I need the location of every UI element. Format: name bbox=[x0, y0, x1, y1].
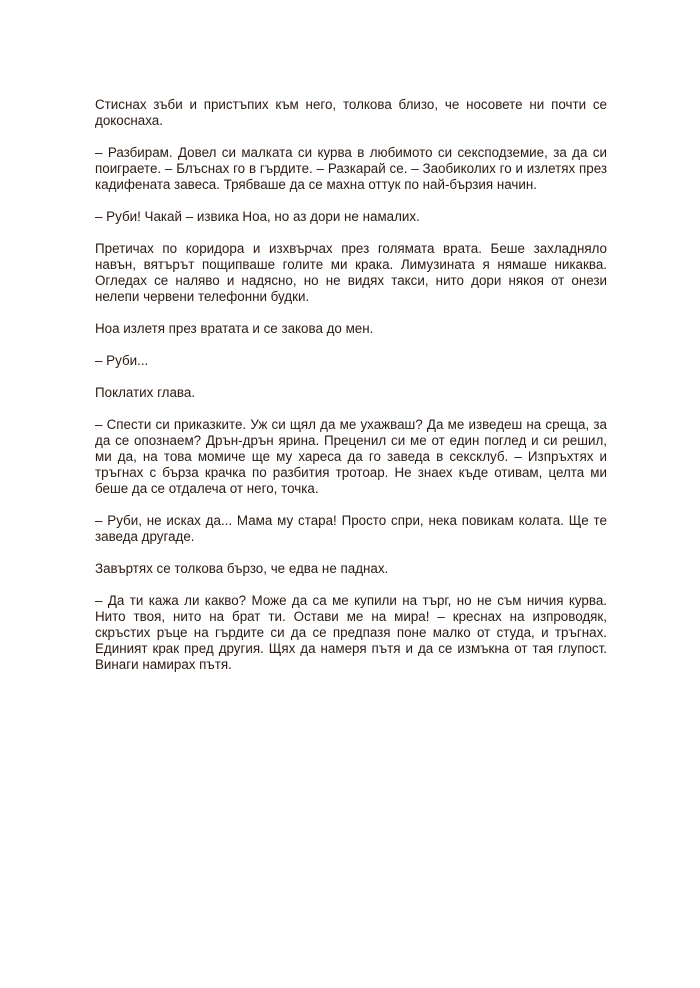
paragraph: Ноа излетя през вратата и се закова до мен. bbox=[95, 321, 374, 336]
paragraph: Претичах по коридора и изхвърчах през голямата врата. Беше захладняло навън, вятърът пощипваше голите ми крака. Лимузината я нямаше никаква. Огледах се наляво и надясно, но не видях такси, нито дори някоя от онези нелепи червени телефонни будки. bbox=[95, 241, 607, 304]
paragraph: – Спести си приказките. Уж си щял да ме ухажваш? Да ме изведеш на среща, за да се опознаем? Дрън-дрън ярина. Преценил си ме от един поглед и си решил, ми да, на това момиче ще му хареса да го заведа в сексклуб. – Изпръхтях и тръгнах с бърза крачка по разбития тротоар. Не знаех къде отивам, целта ми беше да се отдалеча от него, точка. bbox=[95, 417, 607, 496]
paragraph: – Руби... bbox=[95, 353, 149, 368]
paragraph: – Да ти кажа ли какво? Може да са ме купили на търг, но не съм ничия курва. Нито твоя, нито на брат ти. Остави ме на мира! – креснах на изпроводяк, скръстих ръце на гърдите си да се предпазя поне малко от студа, и тръгнах. Единият крак пред другия. Щях да намеря пътя и да се измъкна от тая глупост. Винаги намирах пътя. bbox=[95, 593, 607, 672]
paragraph: – Руби, не исках да... Мама му стара! Просто спри, нека повикам колата. Ще те заведа другаде. bbox=[95, 513, 607, 544]
paragraph: Завъртях се толкова бързо, че едва не паднах. bbox=[95, 561, 389, 576]
paragraph: Поклатих глава. bbox=[95, 385, 196, 400]
paragraph: – Руби! Чакай – извика Ноа, но аз дори не намалих. bbox=[95, 209, 420, 224]
document-body bbox=[95, 97, 607, 689]
paragraph: – Разбирам. Довел си малката си курва в любимото си сексподземие, за да си поиграете. – Блъснах го в гърдите. – Разкарай се. – Заобиколих го и излетях през кадифената завеса. Трябваше да се махна оттук по най-бързия начин. bbox=[95, 145, 607, 192]
paragraph: Стиснах зъби и пристъпих към него, толкова близо, че носовете ни почти се докоснаха. bbox=[95, 97, 607, 128]
